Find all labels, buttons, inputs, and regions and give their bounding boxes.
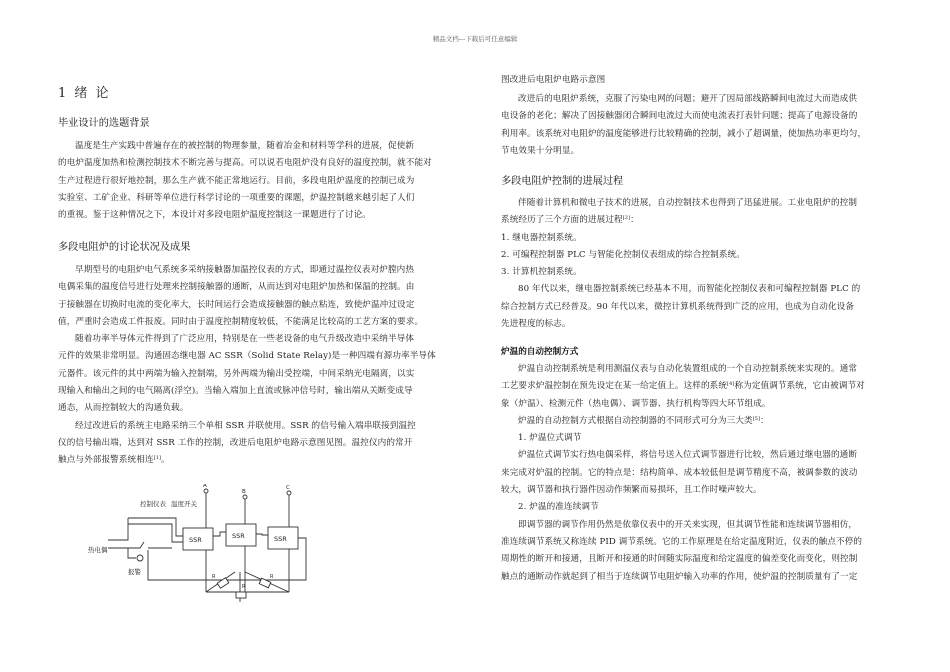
paragraph-progress — [501, 195, 881, 333]
resistor-1 — [217, 578, 229, 589]
terminal-b — [243, 495, 247, 499]
text-line: 触点的通断动作就起到了相当于连续调节电阻炉输入功率的作用，使炉温的控制质量有了一定 — [501, 571, 858, 582]
chapter-title: 1 绪 论 — [58, 86, 111, 101]
alarm-bell — [137, 555, 143, 561]
label-resistor-2: R — [270, 574, 274, 580]
subheading-quasi-continuous: 2. 炉温的准连续调节 — [518, 502, 599, 513]
text-segment: ： — [630, 215, 639, 226]
text-line: 早期型号的电阻炉电气系统多采纳接触器加温控仪表的方式，即通过温控仪表对炉膛内热 — [75, 265, 415, 275]
text-line — [501, 212, 881, 229]
text-line: 改进后的电阻炉系统，克服了污染电网的问题；避开了因局部线路瞬间电流过大而造成供 — [518, 94, 858, 104]
label-phase-a: A — [203, 484, 207, 489]
circuit-diagram — [88, 484, 358, 606]
text-line: 周期性的断开和接通，且断开和接通的时间随实际温度和给定温度的偏差变化而变化，则控制 — [501, 554, 858, 565]
subheading-position-control: 1. 炉温位式调节 — [518, 433, 582, 444]
alarm-wire — [128, 548, 136, 558]
text-line: 炉温位式调节实行热电偶采样，将信号送入位式调节器进行比较，然后通过继电器的通断 — [518, 450, 858, 461]
text-segment: 炉温的自动控制方式根据自动控制器的不同形式可分为三大类 — [518, 415, 753, 426]
text-line: 生产过程进行很好地控制，那么生产就不能正常地运行。目前，多段电阻炉温度的控制已成为 — [58, 175, 415, 186]
text-line: 较大，调节器和执行器件因动作频繁而易损坏，且工作时噪声较大。 — [501, 485, 762, 496]
list-item: 3. 计算机控制系统。 — [501, 267, 582, 278]
text-line: 温度是生产实践中普遍存在的被控制的物理参量，随着冶金和材料等学科的进展，促使新 — [75, 141, 415, 151]
control-wire-1 — [128, 518, 183, 536]
text-segment: 工艺要求炉温控制在预先设定在某一给定值上。这样的系统 — [501, 381, 728, 392]
text-segment: 。 — [161, 455, 170, 466]
control-wire-2 — [128, 524, 183, 542]
thermocouple-wire — [108, 518, 128, 540]
citation-ref: [2] — [622, 215, 631, 222]
text-line: 炉温自动控制系统是利用测温仪表与自动化装置组成的一个自动控制系统来实现的。通常 — [518, 364, 858, 374]
switch-wire — [108, 542, 144, 548]
text-line: 通态，从而控制较大的沟通负载。 — [58, 403, 189, 414]
text-line: 利用率。该系统对电阻炉的温度能够进行比较精确的控制，减小了超调量，使加热功率更均匀， — [501, 128, 867, 139]
text-line — [58, 452, 458, 469]
subsection-title-auto-control: 炉温的自动控制方式 — [501, 347, 579, 357]
citation-ref: [5] — [752, 415, 761, 422]
text-line: 经过改进后的系统主电路采纳三个单相 SSR 并联使用。SSR 的信号输入端串联接到温控 — [75, 420, 416, 431]
citation-ref: [4] — [727, 381, 735, 388]
label-ssr-2: SSR — [232, 532, 245, 540]
text-line — [501, 413, 881, 430]
text-line: 准连续调节系统又称连续 PID 调节系统。它的工作原理是在给定温度附近，仪表的触点不停的 — [501, 536, 863, 547]
text-line: 于接触器在切换时电流的变化率大，长时间运行会造成接触器的触点粘连，致使炉温冲过设定 — [58, 299, 415, 310]
text-line: 先进程度的标志。 — [501, 319, 571, 330]
label-phase-c: C — [286, 485, 290, 491]
resistor-3 — [236, 592, 246, 598]
text-segment: 称为定值调节系统，它由被调节对 — [734, 381, 865, 392]
text-line: 综合控制方式已经普及。90 年代以来，微控计算机系统得到广泛的应用，也成为自动化设备 — [501, 301, 855, 312]
paragraph-background — [58, 138, 458, 224]
page-header: 精品文档---下载后可任意编辑 — [432, 35, 518, 43]
label-temperature-switch: 温度开关 — [171, 500, 197, 508]
figure-caption: 图改进后电阻炉电路示意图 — [501, 75, 606, 85]
label-resistor-3: R — [242, 584, 246, 590]
label-ssr-3: SSR — [274, 535, 287, 543]
section-title-background: 毕业设计的选题背景 — [58, 118, 150, 129]
paragraph-improvement — [501, 91, 881, 160]
text-line: 节电效果十分明显。 — [501, 145, 580, 156]
control-wire-4 — [256, 534, 268, 535]
terminal-a — [204, 489, 208, 493]
text-line: 实验室、工矿企业、科研等单位进行科学讨论的一项重要的课题，炉温控制越来越引起了人们 — [58, 192, 415, 203]
text-line: 伴随着计算机和微电子技术的进展，自动控制技术也得到了迅猛进展。工业电阻炉的控制 — [518, 198, 858, 208]
paragraph-auto-control — [501, 361, 881, 586]
text-line: 值，严重时会造成工件报废。同时由于温度控制精度较低，不能满足比较高的工艺方案的要求。 — [58, 316, 424, 327]
text-line: 电设备的老化；解决了因接触器闭合瞬间电流过大而使电流表打表针问题；提高了电源设备的 — [501, 111, 858, 122]
text-line: 元器件。该元件的其中两端为输入控制端，另外两端为输出受控端，中间采纳光电隔离，以实 — [58, 368, 415, 379]
label-alarm: 报警 — [128, 568, 141, 576]
list-item: 1. 继电器控制系统。 — [501, 232, 582, 243]
text-line: 电偶采集的温度信号进行处理来控制接触器的通断，从而达到对电阻炉加热和保温的控制。由 — [58, 282, 415, 293]
section-title-progress: 多段电阻炉控制的进展过程 — [501, 176, 624, 187]
label-control-instrument: 控制仪表 — [140, 500, 166, 508]
text-line: 象（炉温）、检测元件（热电偶）、调节器、执行机构等四大环节组成。 — [501, 398, 771, 409]
label-phase-b: B — [242, 489, 246, 495]
paragraph-status — [58, 262, 458, 470]
label-ssr-1: SSR — [189, 536, 202, 544]
control-wire-3 — [213, 532, 226, 536]
text-line: 来完成对炉温的控制。它的特点是：结构简单、成本较低但是调节精度不高，被调参数的波动 — [501, 467, 858, 478]
text-segment: 系统经历了三个方面的进展过程 — [501, 215, 623, 226]
label-resistor-1: R — [212, 574, 216, 580]
section-title-status: 多段电阻炉的讨论状况及成果 — [58, 242, 191, 253]
list-item: 2. 可编程控制器 PLC 与智能化控制仪表组成的综合控制系统。 — [501, 249, 745, 260]
text-line: 元件的效果非常明显。沟通固态继电器 AC SSR（Solid State Relay)是一种四端有源功率半导体 — [58, 351, 436, 362]
text-line: 80 年代以来，继电器控制系统已经基本不用，而智能化控制仪表和可编程控制器 PLC 的 — [518, 284, 861, 295]
text-segment: 触点与外部报警系统相连 — [58, 455, 154, 466]
text-line: 随着功率半导体元件得到了广泛应用，特别是在一些老设备的电气升级改造中采纳半导体 — [75, 334, 415, 345]
text-line: 即调节器的调节作用仍然是依靠仪表中的开关来实现，但其调节性能和连续调节器相仿， — [518, 519, 858, 530]
label-thermocouple: 热电偶 — [88, 546, 108, 554]
text-line: 的电炉温度加热和检测控制技术不断完善与提高。可以说若电阻炉没有良好的温度控制，就不能对 — [58, 158, 432, 169]
text-line: 现输入和输出之间的电气隔离(浮空)。当输入端加上直流或脉冲信号时，输出端从关断变成导 — [58, 386, 413, 397]
text-line: 仪的信号输出端，达到对 SSR 工作的控制，改进后电阻炉电路示意图见图。温控仪内的常开 — [58, 437, 413, 448]
text-segment: ： — [760, 415, 769, 426]
citation-ref: [1] — [153, 455, 162, 462]
text-line — [501, 378, 881, 395]
text-line: 的重视。鉴于这种情况之下，本设计对多段电阻炉温度控制这一课题进行了讨论。 — [58, 210, 371, 221]
terminal-c — [287, 491, 291, 495]
